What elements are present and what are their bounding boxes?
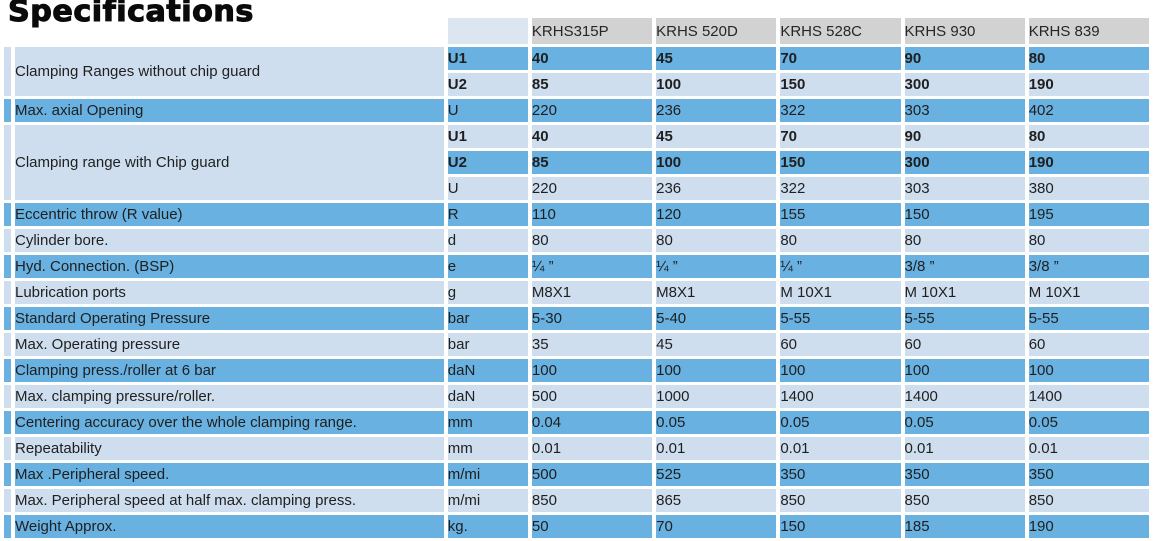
unit-column-header — [448, 18, 528, 44]
value-cell: 0.05 — [905, 411, 1025, 434]
spec-label: Max .Peripheral speed. — [15, 463, 444, 486]
left-edge-strip — [4, 437, 11, 460]
value-cell: ¼ ” — [532, 255, 652, 278]
value-cell: 190 — [1029, 73, 1149, 96]
value-cell: 80 — [905, 229, 1025, 252]
value-cell: 5-55 — [780, 307, 900, 330]
value-cell: 5-55 — [905, 307, 1025, 330]
table-row — [4, 333, 1149, 356]
value-cell: 303 — [905, 177, 1025, 200]
value-cell: ¼ ” — [656, 255, 776, 278]
value-cell: 322 — [780, 99, 900, 122]
table-row — [4, 489, 1149, 512]
unit-cell: bar — [448, 333, 528, 356]
unit-cell: kg. — [448, 515, 528, 538]
table-row — [4, 359, 1149, 382]
spec-label: Weight Approx. — [15, 515, 444, 538]
value-cell: M 10X1 — [905, 281, 1025, 304]
unit-cell: g — [448, 281, 528, 304]
value-cell: M8X1 — [656, 281, 776, 304]
value-cell: 80 — [1029, 47, 1149, 70]
table-row — [4, 385, 1149, 408]
unit-cell: daN — [448, 359, 528, 382]
value-cell: 120 — [656, 203, 776, 226]
unit-cell: U — [448, 177, 528, 200]
value-cell: 70 — [780, 47, 900, 70]
unit-cell: mm — [448, 411, 528, 434]
value-cell: 60 — [905, 333, 1025, 356]
value-cell: 0.01 — [905, 437, 1025, 460]
unit-cell: U1 — [448, 125, 528, 148]
spec-label: Max. axial Opening — [15, 99, 444, 122]
value-cell: 100 — [656, 73, 776, 96]
value-cell: 402 — [1029, 99, 1149, 122]
table-row — [4, 463, 1149, 486]
value-cell: 5-30 — [532, 307, 652, 330]
left-edge-strip — [4, 203, 11, 226]
unit-cell: U — [448, 99, 528, 122]
table-row — [4, 47, 1149, 70]
table-row — [4, 281, 1149, 304]
table-row — [4, 255, 1149, 278]
unit-cell: daN — [448, 385, 528, 408]
column-header-4: KRHS 839 — [1029, 18, 1149, 44]
value-cell: 500 — [532, 385, 652, 408]
spec-label: Max. Operating pressure — [15, 333, 444, 356]
value-cell: 100 — [532, 359, 652, 382]
spec-label: Centering accuracy over the whole clamping range. — [15, 411, 444, 434]
spec-label: Max. clamping pressure/roller. — [15, 385, 444, 408]
unit-cell: mm — [448, 437, 528, 460]
value-cell: 0.01 — [780, 437, 900, 460]
value-cell: 300 — [905, 151, 1025, 174]
value-cell: M 10X1 — [780, 281, 900, 304]
column-header-1: KRHS 520D — [656, 18, 776, 44]
value-cell: 190 — [1029, 515, 1149, 538]
value-cell: 70 — [780, 125, 900, 148]
spec-label: Cylinder bore. — [15, 229, 444, 252]
value-cell: 525 — [656, 463, 776, 486]
column-header-3: KRHS 930 — [905, 18, 1025, 44]
table-row — [4, 515, 1149, 538]
left-edge-strip — [4, 385, 11, 408]
unit-cell: U1 — [448, 47, 528, 70]
unit-cell: U2 — [448, 151, 528, 174]
value-cell: 1400 — [905, 385, 1025, 408]
value-cell: 85 — [532, 73, 652, 96]
spec-label: Hyd. Connection. (BSP) — [15, 255, 444, 278]
value-cell: 40 — [532, 47, 652, 70]
value-cell: 303 — [905, 99, 1025, 122]
unit-cell: e — [448, 255, 528, 278]
spec-table-body — [4, 47, 1149, 538]
left-edge-strip — [4, 359, 11, 382]
value-cell: 850 — [532, 489, 652, 512]
value-cell: 60 — [1029, 333, 1149, 356]
unit-cell: m/mi — [448, 489, 528, 512]
value-cell: 0.01 — [1029, 437, 1149, 460]
unit-cell: U2 — [448, 73, 528, 96]
value-cell: 60 — [780, 333, 900, 356]
left-edge-strip — [4, 463, 11, 486]
value-cell: 80 — [1029, 229, 1149, 252]
spec-label: Max. Peripheral speed at half max. clamping press. — [15, 489, 444, 512]
value-cell: 3/8 ” — [1029, 255, 1149, 278]
value-cell: 45 — [656, 47, 776, 70]
value-cell: 0.05 — [1029, 411, 1149, 434]
value-cell: 100 — [1029, 359, 1149, 382]
unit-cell: d — [448, 229, 528, 252]
value-cell: 80 — [1029, 125, 1149, 148]
value-cell: 322 — [780, 177, 900, 200]
column-header-0: KRHS315P — [532, 18, 652, 44]
value-cell: 40 — [532, 125, 652, 148]
spec-label: Eccentric throw (R value) — [15, 203, 444, 226]
value-cell: 100 — [780, 359, 900, 382]
value-cell: 45 — [656, 333, 776, 356]
table-row — [4, 411, 1149, 434]
value-cell: 236 — [656, 99, 776, 122]
value-cell: 80 — [532, 229, 652, 252]
left-edge-strip — [4, 47, 11, 96]
unit-cell: R — [448, 203, 528, 226]
left-edge-strip — [4, 515, 11, 538]
spec-label: Clamping Ranges without chip guard — [15, 47, 444, 96]
value-cell: 45 — [656, 125, 776, 148]
table-row — [4, 229, 1149, 252]
value-cell: 100 — [905, 359, 1025, 382]
value-cell: 1000 — [656, 385, 776, 408]
value-cell: 85 — [532, 151, 652, 174]
table-row — [4, 307, 1149, 330]
value-cell: 150 — [780, 73, 900, 96]
value-cell: 70 — [656, 515, 776, 538]
value-cell: 5-40 — [656, 307, 776, 330]
value-cell: 220 — [532, 177, 652, 200]
value-cell: 150 — [905, 203, 1025, 226]
value-cell: 350 — [780, 463, 900, 486]
column-header-2: KRHS 528C — [780, 18, 900, 44]
left-edge-strip — [4, 229, 11, 252]
value-cell: 190 — [1029, 151, 1149, 174]
value-cell: M8X1 — [532, 281, 652, 304]
value-cell: ¼ ” — [780, 255, 900, 278]
value-cell: 0.05 — [656, 411, 776, 434]
value-cell: 90 — [905, 125, 1025, 148]
value-cell: 80 — [656, 229, 776, 252]
value-cell: 1400 — [1029, 385, 1149, 408]
value-cell: 90 — [905, 47, 1025, 70]
value-cell: 195 — [1029, 203, 1149, 226]
spec-label: Clamping range with Chip guard — [15, 125, 444, 200]
spec-label: Lubrication ports — [15, 281, 444, 304]
table-row — [4, 99, 1149, 122]
value-cell: 100 — [656, 359, 776, 382]
value-cell: 35 — [532, 333, 652, 356]
left-edge-strip — [4, 99, 11, 122]
value-cell: 865 — [656, 489, 776, 512]
value-cell: 300 — [905, 73, 1025, 96]
value-cell: 50 — [532, 515, 652, 538]
header-row — [4, 18, 1149, 44]
value-cell: 220 — [532, 99, 652, 122]
value-cell: 0.01 — [532, 437, 652, 460]
left-edge-strip — [4, 255, 11, 278]
value-cell: 850 — [905, 489, 1025, 512]
left-edge-strip — [4, 125, 11, 200]
left-edge-strip — [4, 489, 11, 512]
value-cell: 1400 — [780, 385, 900, 408]
table-row — [4, 125, 1149, 148]
value-cell: 350 — [905, 463, 1025, 486]
value-cell: 100 — [656, 151, 776, 174]
left-edge-strip — [4, 411, 11, 434]
spec-label: Repeatability — [15, 437, 444, 460]
page-title: Specifications — [8, 0, 254, 28]
value-cell: 80 — [780, 229, 900, 252]
value-cell: 155 — [780, 203, 900, 226]
table-row — [4, 437, 1149, 460]
value-cell: 5-55 — [1029, 307, 1149, 330]
left-edge-strip — [4, 281, 11, 304]
spec-label: Standard Operating Pressure — [15, 307, 444, 330]
value-cell: M 10X1 — [1029, 281, 1149, 304]
value-cell: 236 — [656, 177, 776, 200]
unit-cell: bar — [448, 307, 528, 330]
value-cell: 350 — [1029, 463, 1149, 486]
specifications-table — [0, 15, 1153, 541]
value-cell: 150 — [780, 151, 900, 174]
value-cell: 0.04 — [532, 411, 652, 434]
unit-cell: m/mi — [448, 463, 528, 486]
value-cell: 850 — [1029, 489, 1149, 512]
value-cell: 380 — [1029, 177, 1149, 200]
spec-label: Clamping press./roller at 6 bar — [15, 359, 444, 382]
value-cell: 850 — [780, 489, 900, 512]
value-cell: 0.05 — [780, 411, 900, 434]
table-row — [4, 203, 1149, 226]
value-cell: 500 — [532, 463, 652, 486]
value-cell: 3/8 ” — [905, 255, 1025, 278]
value-cell: 185 — [905, 515, 1025, 538]
left-edge-strip — [4, 333, 11, 356]
header-spacer — [4, 18, 444, 44]
value-cell: 110 — [532, 203, 652, 226]
value-cell: 0.01 — [656, 437, 776, 460]
left-edge-strip — [4, 307, 11, 330]
value-cell: 150 — [780, 515, 900, 538]
